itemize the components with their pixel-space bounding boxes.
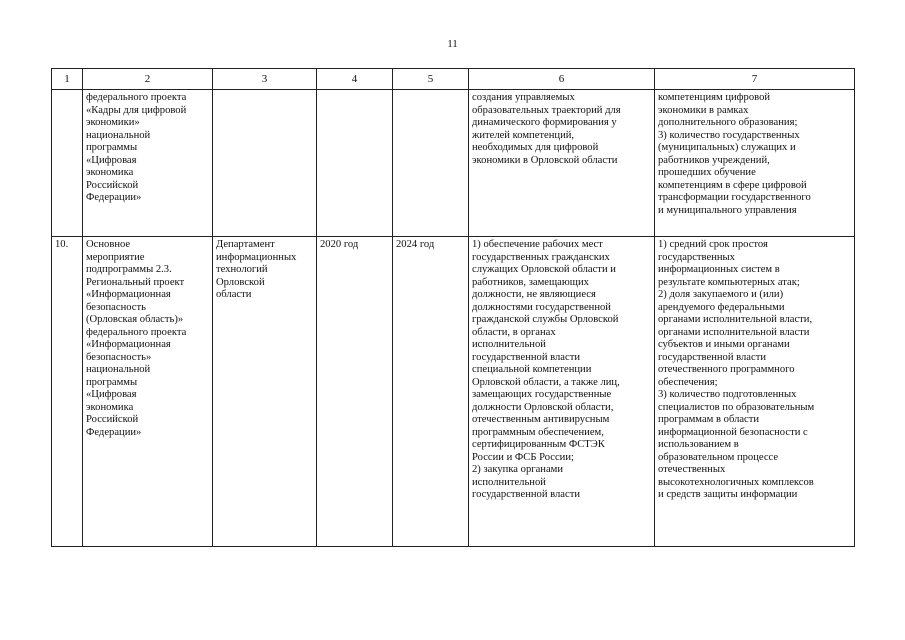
- indicators-cell: 1) средний срок простоя государственных информационных систем в результате компьютерных атак; 2) доля закупаемого и (или) арендуемого федеральными органами исполнительной власти, органами исполнительной власти субъектов и иными органами государственной власти отечественного программного обеспечения; 3) количество подготовленных специалистов по образовательным программам в области информационной безопасности с использованием в образовательном процессе отечественных высокотехнологичных комплексов и средств защиты информации: [655, 237, 855, 547]
- measure-name-cell: федерального проекта «Кадры для цифровой экономики» национальной программы «Цифровая экономика Российской Федерации»: [83, 90, 213, 237]
- column-header: 6: [469, 69, 655, 90]
- table-row: [52, 237, 855, 547]
- page-number: 11: [447, 38, 458, 50]
- expected-results-cell: создания управляемых образовательных траекторий для динамического формирования у жителей компетенций, необходимых для цифровой экономики в Орловской области: [469, 90, 655, 237]
- row-number-cell: 10.: [52, 237, 83, 547]
- start-year-cell: [317, 90, 393, 237]
- column-header: 4: [317, 69, 393, 90]
- column-header: 7: [655, 69, 855, 90]
- measure-name-cell: Основное мероприятие подпрограммы 2.3. Региональный проект «Информационная безопасность (Орловская область)» федерального проекта «Информационная безопасность» национальной программы «Цифровая экономика Российской Федерации»: [83, 237, 213, 547]
- expected-results-cell: 1) обеспечение рабочих мест государственных гражданских служащих Орловской области и работников, замещающих должности, не являющиеся должностями государственной гражданской службы Орловской области, в органах исполнительной государственной власти специальной компетенции Орловской области, а также лиц, замещающих государственные должности Орловской области, отечественным антивирусным программным обеспечением, сертифицированным ФСТЭК России и ФСБ России; 2) закупка органами исполнительной государственной власти: [469, 237, 655, 547]
- row-number-cell: [52, 90, 83, 237]
- column-header: 3: [213, 69, 317, 90]
- column-header: 2: [83, 69, 213, 90]
- start-year-cell: 2020 год: [317, 237, 393, 547]
- column-header: 5: [393, 69, 469, 90]
- column-header: 1: [52, 69, 83, 90]
- table-header-row: [52, 69, 855, 90]
- executor-cell: Департамент информационных технологий Орловской области: [213, 237, 317, 547]
- indicators-cell: компетенциям цифровой экономики в рамках дополнительного образования; 3) количество государственных (муниципальных) служащих и работников учреждений, прошедших обучение компетенциям в сфере цифровой трансформации государственного и муниципального управления: [655, 90, 855, 237]
- end-year-cell: 2024 год: [393, 237, 469, 547]
- table-row: [52, 90, 855, 237]
- end-year-cell: [393, 90, 469, 237]
- measures-table: [51, 68, 855, 547]
- executor-cell: [213, 90, 317, 237]
